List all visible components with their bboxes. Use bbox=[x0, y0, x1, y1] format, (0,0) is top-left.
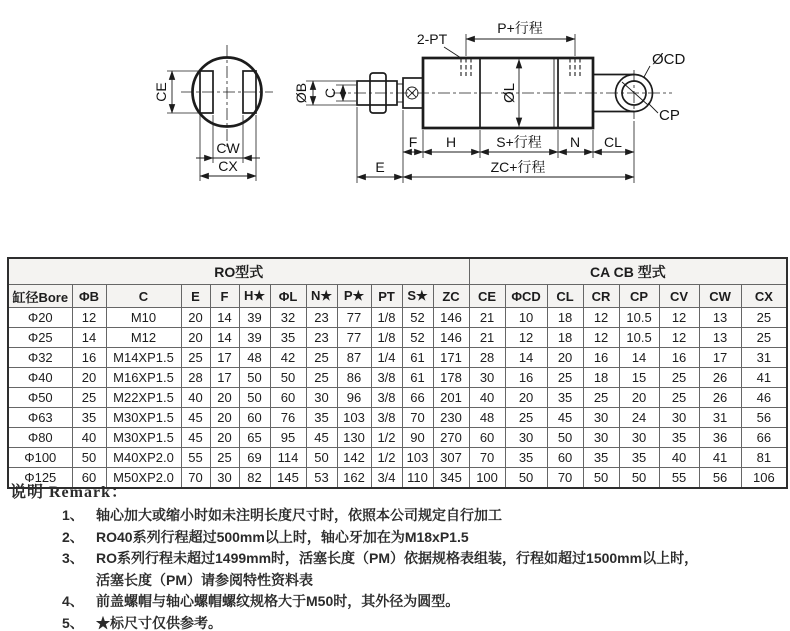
table-cell: 60 bbox=[239, 408, 270, 428]
dim-label-l: ØL bbox=[501, 82, 518, 104]
table-cell: 56 bbox=[741, 408, 787, 428]
remark-item-line2: 活塞长度（PM）请参阅特性资料表 bbox=[96, 571, 313, 588]
table-cell: 142 bbox=[337, 448, 371, 468]
table-cell: 81 bbox=[741, 448, 787, 468]
table-cell: 55 bbox=[181, 448, 210, 468]
column-header: CW bbox=[699, 285, 741, 308]
table-cell: 25 bbox=[659, 368, 699, 388]
table-cell: 61 bbox=[402, 368, 433, 388]
remark-title: 说明 Remark： bbox=[10, 484, 128, 501]
table-cell: 103 bbox=[402, 448, 433, 468]
remark-item-text: 前盖螺帽与轴心螺帽螺纹规格大于M50时，其外径为圆型。 bbox=[96, 593, 460, 609]
table-cell: 31 bbox=[699, 408, 741, 428]
table-cell: 25 bbox=[659, 388, 699, 408]
cp-leader bbox=[648, 103, 658, 113]
table-cell: 145 bbox=[270, 468, 306, 489]
side-view bbox=[293, 20, 686, 183]
remark-item-number: 5、 bbox=[62, 614, 84, 631]
table-cell: 345 bbox=[433, 468, 469, 489]
table-cell: 65 bbox=[239, 428, 270, 448]
table-cell: 40 bbox=[469, 388, 505, 408]
table-cell: 24 bbox=[619, 408, 659, 428]
table-cell: 50 bbox=[583, 468, 619, 489]
table-cell: 82 bbox=[239, 468, 270, 489]
table-cell: 20 bbox=[181, 308, 210, 328]
table-cell: 41 bbox=[741, 368, 787, 388]
table-cell: Φ50 bbox=[8, 388, 72, 408]
table-cell: 23 bbox=[306, 328, 337, 348]
column-header: CX bbox=[741, 285, 787, 308]
spec-table bbox=[7, 257, 788, 489]
column-header: N★ bbox=[306, 285, 337, 308]
table-cell: 20 bbox=[210, 408, 239, 428]
column-header: C bbox=[106, 285, 181, 308]
table-cell: 20 bbox=[547, 348, 583, 368]
table-cell: 3/8 bbox=[371, 388, 402, 408]
table-cell: 18 bbox=[547, 308, 583, 328]
table-cell: 90 bbox=[402, 428, 433, 448]
column-header-row bbox=[8, 285, 787, 308]
table-cell: 10.5 bbox=[619, 328, 659, 348]
table-cell: 230 bbox=[433, 408, 469, 428]
table-cell: Φ63 bbox=[8, 408, 72, 428]
column-header: ΦB bbox=[72, 285, 106, 308]
table-cell: 18 bbox=[583, 368, 619, 388]
table-cell: 25 bbox=[306, 348, 337, 368]
table-cell: 28 bbox=[181, 368, 210, 388]
port-lines bbox=[461, 58, 580, 76]
table-cell: 146 bbox=[433, 308, 469, 328]
table-cell: 30 bbox=[659, 408, 699, 428]
table-cell: 16 bbox=[72, 348, 106, 368]
table-cell: 30 bbox=[210, 468, 239, 489]
table-cell: 45 bbox=[181, 428, 210, 448]
table-cell: 16 bbox=[583, 348, 619, 368]
table-cell: 66 bbox=[741, 428, 787, 448]
table-cell: 3/4 bbox=[371, 468, 402, 489]
table-cell: 30 bbox=[619, 428, 659, 448]
table-cell: M40XP2.0 bbox=[106, 448, 181, 468]
remark-item-text: RO40系列行程超过500mm以上时，轴心牙加在为M18xP1.5 bbox=[96, 528, 469, 545]
column-header: ΦCD bbox=[505, 285, 547, 308]
table-cell: M50XP2.0 bbox=[106, 468, 181, 489]
column-header: S★ bbox=[402, 285, 433, 308]
table-cell: 1/8 bbox=[371, 328, 402, 348]
table-cell: 95 bbox=[270, 428, 306, 448]
column-header: CE bbox=[469, 285, 505, 308]
table-row bbox=[8, 368, 787, 388]
2pt-leader bbox=[444, 47, 461, 58]
remark-item bbox=[62, 613, 782, 631]
table-cell: 39 bbox=[239, 308, 270, 328]
table-cell: 40 bbox=[72, 428, 106, 448]
table-cell: 25 bbox=[741, 328, 787, 348]
table-cell: 35 bbox=[270, 328, 306, 348]
table-cell: 50 bbox=[72, 448, 106, 468]
column-header: CR bbox=[583, 285, 619, 308]
table-cell: 10 bbox=[505, 308, 547, 328]
table-cell: 100 bbox=[469, 468, 505, 489]
table-cell: 26 bbox=[699, 388, 741, 408]
remark-item bbox=[62, 527, 782, 549]
dim-label-cp: CP bbox=[659, 107, 680, 124]
column-header: E bbox=[181, 285, 210, 308]
table-cell: 35 bbox=[72, 408, 106, 428]
table-cell: 25 bbox=[306, 368, 337, 388]
table-cell: 77 bbox=[337, 328, 371, 348]
table-cell: Φ32 bbox=[8, 348, 72, 368]
table-row bbox=[8, 408, 787, 428]
dim-label-b: ØB bbox=[293, 82, 309, 104]
table-cell: 16 bbox=[659, 348, 699, 368]
table-cell: 70 bbox=[547, 468, 583, 489]
table-cell: 50 bbox=[547, 428, 583, 448]
table-cell: 10.5 bbox=[619, 308, 659, 328]
table-cell: 16 bbox=[505, 368, 547, 388]
table-cell: 110 bbox=[402, 468, 433, 489]
column-header: CP bbox=[619, 285, 659, 308]
table-cell: 20 bbox=[210, 428, 239, 448]
table-cell: 30 bbox=[583, 408, 619, 428]
table-cell: 15 bbox=[619, 368, 659, 388]
group-header-row bbox=[8, 258, 787, 285]
remark-item-number: 3、 bbox=[62, 550, 84, 566]
table-cell: 60 bbox=[72, 468, 106, 489]
table-cell: 39 bbox=[239, 328, 270, 348]
table-cell: 14 bbox=[210, 308, 239, 328]
table-cell: 17 bbox=[210, 368, 239, 388]
table-cell: 70 bbox=[402, 408, 433, 428]
table-cell: 50 bbox=[505, 468, 547, 489]
table-cell: 40 bbox=[181, 388, 210, 408]
table-cell: 162 bbox=[337, 468, 371, 489]
table-cell: 1/2 bbox=[371, 428, 402, 448]
table-cell: 171 bbox=[433, 348, 469, 368]
table-row bbox=[8, 388, 787, 408]
column-header: PT bbox=[371, 285, 402, 308]
dim-label-s: S+行程 bbox=[496, 134, 542, 150]
table-cell: 50 bbox=[270, 368, 306, 388]
table-cell: 30 bbox=[469, 368, 505, 388]
table-cell: Φ80 bbox=[8, 428, 72, 448]
table-cell: 25 bbox=[210, 448, 239, 468]
table-cell: 103 bbox=[337, 408, 371, 428]
table-cell: 28 bbox=[469, 348, 505, 368]
table-cell: 307 bbox=[433, 448, 469, 468]
table-cell: 35 bbox=[659, 428, 699, 448]
table-cell: 56 bbox=[699, 468, 741, 489]
remark-item-text: ★标尺寸仅供参考。 bbox=[96, 614, 222, 631]
table-cell: 12 bbox=[659, 308, 699, 328]
table-cell: 61 bbox=[402, 348, 433, 368]
table-cell: 12 bbox=[659, 328, 699, 348]
table-cell: 146 bbox=[433, 328, 469, 348]
dim-label-e: E bbox=[375, 159, 385, 175]
table-cell: 45 bbox=[181, 408, 210, 428]
column-header: CV bbox=[659, 285, 699, 308]
table-cell: 35 bbox=[505, 448, 547, 468]
table-cell: 3/8 bbox=[371, 368, 402, 388]
table-cell: 66 bbox=[402, 388, 433, 408]
table-cell: M30XP1.5 bbox=[106, 408, 181, 428]
remark-item bbox=[62, 591, 782, 613]
table-cell: 35 bbox=[619, 448, 659, 468]
column-header: ΦL bbox=[270, 285, 306, 308]
table-cell: 178 bbox=[433, 368, 469, 388]
table-cell: 21 bbox=[469, 328, 505, 348]
table-cell: 12 bbox=[505, 328, 547, 348]
table-cell: 50 bbox=[239, 368, 270, 388]
table-cell: 30 bbox=[306, 388, 337, 408]
table-cell: 1/2 bbox=[371, 448, 402, 468]
column-header: F bbox=[210, 285, 239, 308]
table-cell: 114 bbox=[270, 448, 306, 468]
table-cell: 48 bbox=[239, 348, 270, 368]
table-cell: 20 bbox=[210, 388, 239, 408]
table-cell: 45 bbox=[547, 408, 583, 428]
table-cell: 60 bbox=[469, 428, 505, 448]
table-cell: 30 bbox=[583, 428, 619, 448]
table-cell: 12 bbox=[72, 308, 106, 328]
table-cell: 25 bbox=[505, 408, 547, 428]
remark-item-number: 2、 bbox=[62, 528, 84, 545]
table-cell: 130 bbox=[337, 428, 371, 448]
column-header: CL bbox=[547, 285, 583, 308]
table-cell: M22XP1.5 bbox=[106, 388, 181, 408]
table-cell: Φ40 bbox=[8, 368, 72, 388]
table-cell: 3/8 bbox=[371, 408, 402, 428]
table-cell: 50 bbox=[306, 448, 337, 468]
table-row bbox=[8, 448, 787, 468]
remark-item bbox=[62, 505, 782, 527]
table-cell: 1/4 bbox=[371, 348, 402, 368]
column-header: H★ bbox=[239, 285, 270, 308]
table-cell: 76 bbox=[270, 408, 306, 428]
remark-item-line1: RO系列行程未超过1499mm时，活塞长度（PM）依据规格表组装，行程如超过1500mm以上时， bbox=[96, 550, 699, 566]
table-cell: Φ100 bbox=[8, 448, 72, 468]
table-cell: 25 bbox=[181, 348, 210, 368]
table-cell: 25 bbox=[547, 368, 583, 388]
table-cell: 21 bbox=[469, 308, 505, 328]
table-cell: 25 bbox=[583, 388, 619, 408]
rear-eye bbox=[593, 70, 653, 119]
table-cell: Φ20 bbox=[8, 308, 72, 328]
remark-item bbox=[62, 548, 782, 591]
table-cell: M10 bbox=[106, 308, 181, 328]
table-row bbox=[8, 328, 787, 348]
group-header-cacb: CA CB 型式 bbox=[469, 258, 787, 285]
remark-list bbox=[10, 505, 782, 631]
group-header-ro: RO型式 bbox=[8, 258, 469, 285]
table-cell: 77 bbox=[337, 308, 371, 328]
table-cell: 25 bbox=[741, 308, 787, 328]
table-cell: 35 bbox=[306, 408, 337, 428]
table-cell: M14XP1.5 bbox=[106, 348, 181, 368]
cd-leader bbox=[644, 66, 650, 77]
table-cell: 1/8 bbox=[371, 308, 402, 328]
table-cell: 35 bbox=[583, 448, 619, 468]
table-cell: 25 bbox=[72, 388, 106, 408]
table-cell: 23 bbox=[306, 308, 337, 328]
table-cell: 69 bbox=[239, 448, 270, 468]
table-cell: 14 bbox=[619, 348, 659, 368]
dim-label-p: P+行程 bbox=[497, 20, 543, 36]
technical-drawing bbox=[0, 0, 790, 256]
table-cell: 52 bbox=[402, 328, 433, 348]
dim-label-f: F bbox=[408, 134, 418, 150]
table-cell: 55 bbox=[659, 468, 699, 489]
table-cell: 14 bbox=[72, 328, 106, 348]
table-cell: 106 bbox=[741, 468, 787, 489]
table-cell: 12 bbox=[583, 328, 619, 348]
table-cell: Φ125 bbox=[8, 468, 72, 489]
table-row bbox=[8, 428, 787, 448]
table-cell: 12 bbox=[583, 308, 619, 328]
table-cell: 20 bbox=[72, 368, 106, 388]
column-header: ZC bbox=[433, 285, 469, 308]
table-cell: 36 bbox=[699, 428, 741, 448]
table-cell: 42 bbox=[270, 348, 306, 368]
table-cell: M16XP1.5 bbox=[106, 368, 181, 388]
table-cell: 70 bbox=[181, 468, 210, 489]
front-view bbox=[153, 45, 273, 181]
table-cell: 17 bbox=[699, 348, 741, 368]
dim-label-c: C bbox=[322, 87, 338, 99]
table-cell: 20 bbox=[505, 388, 547, 408]
table-cell: 20 bbox=[181, 328, 210, 348]
remark-item-text bbox=[96, 548, 782, 591]
table-cell: 60 bbox=[547, 448, 583, 468]
dim-label-cl: CL bbox=[604, 134, 622, 150]
dim-label-2pt: 2-PT bbox=[416, 31, 448, 47]
table-cell: 270 bbox=[433, 428, 469, 448]
table-cell: 48 bbox=[469, 408, 505, 428]
table-cell: Φ25 bbox=[8, 328, 72, 348]
table-cell: 50 bbox=[239, 388, 270, 408]
table-cell: 31 bbox=[741, 348, 787, 368]
remark-item-number: 1、 bbox=[62, 507, 84, 523]
table-cell: 201 bbox=[433, 388, 469, 408]
table-cell: 17 bbox=[210, 348, 239, 368]
table-cell: 60 bbox=[270, 388, 306, 408]
table-cell: 86 bbox=[337, 368, 371, 388]
remark-section bbox=[10, 479, 782, 631]
column-header: 缸径Bore bbox=[8, 285, 72, 308]
dim-label-cw: CW bbox=[216, 140, 240, 156]
table-cell: 53 bbox=[306, 468, 337, 489]
remark-item-text: 轴心加大或缩小时如未注明长度尺寸时，依照本公司规定自行加工 bbox=[96, 507, 502, 523]
table-cell: 35 bbox=[547, 388, 583, 408]
dim-label-n: N bbox=[569, 134, 581, 150]
remark-item-number: 4、 bbox=[62, 593, 84, 609]
table-cell: 20 bbox=[619, 388, 659, 408]
table-row bbox=[8, 348, 787, 368]
table-cell: 40 bbox=[659, 448, 699, 468]
dim-label-cd: ØCD bbox=[652, 51, 686, 68]
table-row bbox=[8, 308, 787, 328]
table-cell: 70 bbox=[469, 448, 505, 468]
table-cell: 46 bbox=[741, 388, 787, 408]
table-cell: 26 bbox=[699, 368, 741, 388]
table-cell: 13 bbox=[699, 328, 741, 348]
table-cell: 30 bbox=[505, 428, 547, 448]
dim-label-cx: CX bbox=[218, 158, 238, 174]
table-cell: 14 bbox=[505, 348, 547, 368]
table-cell: 13 bbox=[699, 308, 741, 328]
dim-label-h: H bbox=[445, 134, 457, 150]
table-cell: 50 bbox=[619, 468, 659, 489]
table-cell: 32 bbox=[270, 308, 306, 328]
table-cell: 52 bbox=[402, 308, 433, 328]
table-cell: 41 bbox=[699, 448, 741, 468]
dim-label-zc: ZC+行程 bbox=[490, 159, 546, 175]
table-cell: 14 bbox=[210, 328, 239, 348]
table-cell: M30XP1.5 bbox=[106, 428, 181, 448]
dim-label-ce: CE bbox=[153, 82, 169, 102]
column-header: P★ bbox=[337, 285, 371, 308]
spec-table-body bbox=[8, 308, 787, 489]
table-cell: 18 bbox=[547, 328, 583, 348]
table-cell: M12 bbox=[106, 328, 181, 348]
table-cell: 87 bbox=[337, 348, 371, 368]
table-cell: 45 bbox=[306, 428, 337, 448]
table-cell: 96 bbox=[337, 388, 371, 408]
